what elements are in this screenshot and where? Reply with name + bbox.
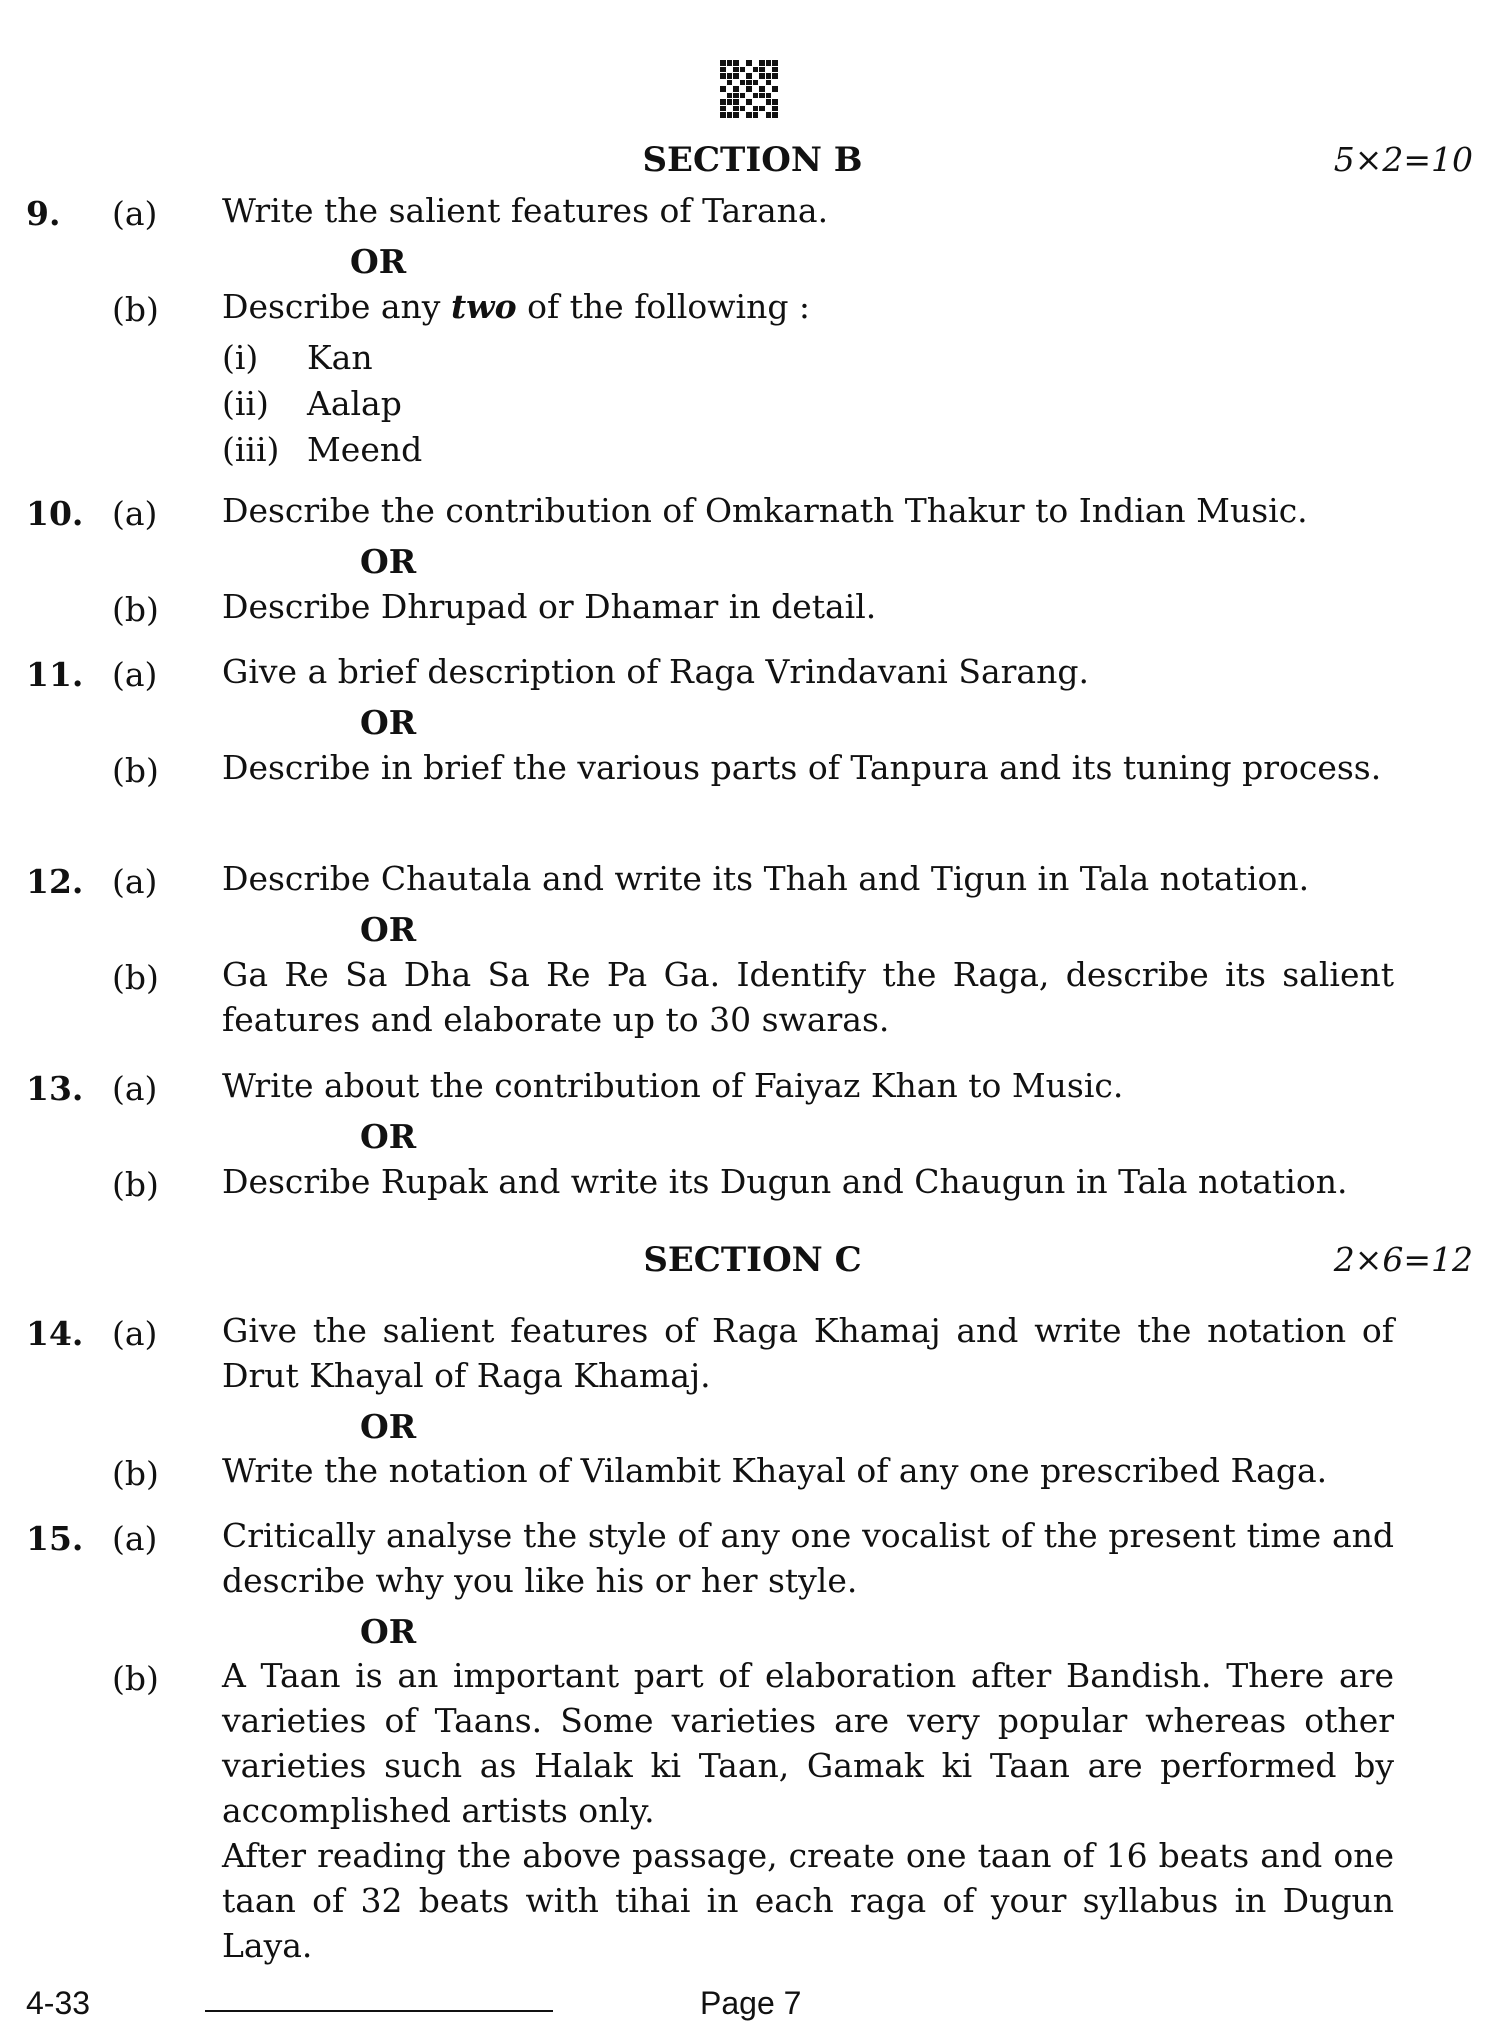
question-text: Ga Re Sa Dha Sa Re Pa Ga. Identify the Raga, describe its salient features and elaborate up to 30 swaras. bbox=[222, 955, 1394, 1039]
or-label: OR bbox=[360, 1117, 417, 1156]
sub-item-label: (ii) bbox=[222, 384, 269, 423]
question-text: Describe in brief the various parts of Tanpura and its tuning process. bbox=[222, 748, 1382, 787]
question-number: 11. bbox=[26, 655, 84, 694]
or-label: OR bbox=[360, 910, 417, 949]
option-label: (b) bbox=[112, 958, 159, 997]
option-label: (b) bbox=[112, 1165, 159, 1204]
option-label: (a) bbox=[112, 655, 158, 694]
question-number: 15. bbox=[26, 1519, 84, 1558]
question-text: Describe any two of the following : bbox=[222, 287, 811, 326]
question-number: 13. bbox=[26, 1069, 84, 1108]
sub-item-text: Kan bbox=[307, 338, 373, 377]
question-text: Describe the contribution of Omkarnath Thakur to Indian Music. bbox=[222, 491, 1308, 530]
paper-code: 4-33 bbox=[26, 1985, 91, 2021]
page-footer bbox=[0, 1985, 1505, 2029]
question-text: Write the notation of Vilambit Khayal of any one prescribed Raga. bbox=[222, 1451, 1328, 1490]
question-text: Describe Rupak and write its Dugun and Chaugun in Tala notation. bbox=[222, 1162, 1348, 1201]
question-number: 12. bbox=[26, 862, 84, 901]
or-label: OR bbox=[360, 542, 417, 581]
or-label: OR bbox=[360, 1612, 417, 1651]
section-marks: 5×2=10 bbox=[1333, 140, 1473, 179]
or-label: OR bbox=[360, 1407, 417, 1446]
section-title: SECTION C bbox=[643, 1240, 862, 1280]
or-label: OR bbox=[350, 242, 407, 281]
section-c-header bbox=[0, 1240, 1505, 1284]
emphasis-text: two bbox=[450, 287, 517, 326]
section-b-header bbox=[0, 140, 1505, 184]
sub-item-label: (iii) bbox=[222, 430, 280, 469]
option-label: (b) bbox=[112, 1659, 159, 1698]
question-text: A Taan is an important part of elaboration after Bandish. There are varieties of Taans. Some varieties are very popular whereas other varieties such as Halak ki Taan, Gamak ki Taan are performed by accomplished artists only. bbox=[222, 1656, 1394, 1830]
option-label: (a) bbox=[112, 862, 158, 901]
section-marks: 2×6=12 bbox=[1333, 1240, 1473, 1279]
sub-item-text: Aalap bbox=[307, 384, 402, 423]
question-number: 9. bbox=[26, 194, 61, 233]
footer-divider bbox=[205, 2010, 553, 2012]
section-title: SECTION B bbox=[642, 140, 863, 180]
question-text: Critically analyse the style of any one vocalist of the present time and describe why you like his or her style. bbox=[222, 1516, 1394, 1600]
option-label: (a) bbox=[112, 1519, 158, 1558]
option-label: (a) bbox=[112, 1069, 158, 1108]
question-text: Give a brief description of Raga Vrindavani Sarang. bbox=[222, 652, 1089, 691]
or-label: OR bbox=[360, 703, 417, 742]
question-text: Give the salient features of Raga Khamaj and write the notation of Drut Khayal of Raga Khamaj. bbox=[222, 1311, 1394, 1395]
option-label: (b) bbox=[112, 290, 159, 329]
option-label: (a) bbox=[112, 494, 158, 533]
sub-item-text: Meend bbox=[307, 430, 423, 469]
option-label: (b) bbox=[112, 590, 159, 629]
option-label: (a) bbox=[112, 194, 158, 233]
question-text: After reading the above passage, create one taan of 16 beats and one taan of 32 beats with tihai in each raga of your syllabus in Dugun Laya. bbox=[222, 1836, 1394, 1965]
question-text: Describe Chautala and write its Thah and Tigun in Tala notation. bbox=[222, 859, 1310, 898]
sub-item-label: (i) bbox=[222, 338, 259, 377]
question-number: 10. bbox=[26, 494, 84, 533]
question-text: Describe Dhrupad or Dhamar in detail. bbox=[222, 587, 877, 626]
question-text: Write about the contribution of Faiyaz Khan to Music. bbox=[222, 1066, 1124, 1105]
option-label: (a) bbox=[112, 1314, 158, 1353]
option-label: (b) bbox=[112, 1454, 159, 1493]
question-text: Write the salient features of Tarana. bbox=[222, 191, 829, 230]
qr-code-icon bbox=[720, 60, 778, 118]
option-label: (b) bbox=[112, 751, 159, 790]
question-number: 14. bbox=[26, 1314, 84, 1353]
page-number: Page 7 bbox=[700, 1985, 802, 2021]
